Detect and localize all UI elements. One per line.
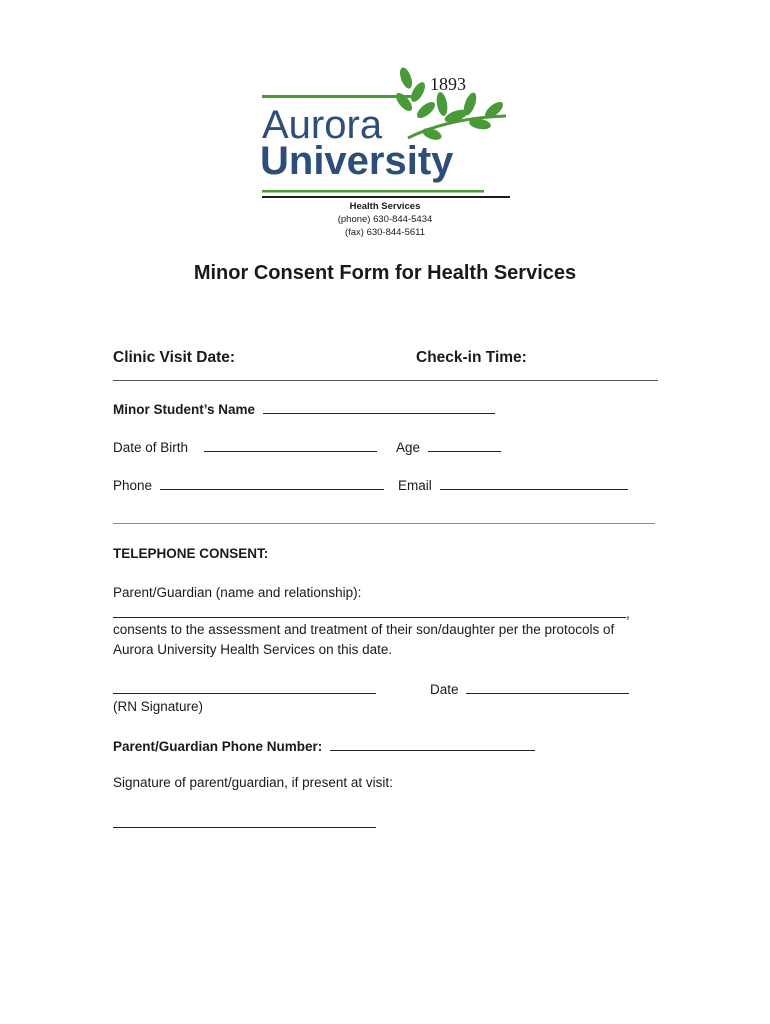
logo-top-line: [262, 95, 418, 98]
age-row: [396, 438, 501, 455]
form-title: Minor Consent Form for Health Services: [193, 262, 577, 284]
rn-signature-row: [113, 680, 376, 697]
guardian-label: Parent/Guardian (name and relationship):: [113, 585, 362, 600]
student-phone-label: Phone: [113, 478, 153, 493]
student-email-label: Email: [398, 478, 432, 493]
student-name-field[interactable]: [263, 400, 495, 414]
logo-bottom-green-line: [262, 190, 484, 193]
logo-wordmark-university: University: [260, 139, 454, 183]
guardian-phone-label: Parent/Guardian Phone Number:: [113, 739, 323, 754]
student-name-row: [113, 400, 495, 417]
trailing-comma: ,: [626, 606, 630, 621]
telephone-consent-heading: TELEPHONE CONSENT:: [113, 546, 269, 561]
student-email-field[interactable]: [440, 476, 628, 490]
rn-signature-label: (RN Signature): [113, 699, 204, 714]
guardian-signature-field[interactable]: [113, 814, 376, 828]
consent-date-label: Date: [430, 682, 459, 697]
email-row: [398, 476, 628, 493]
guardian-name-row: [113, 604, 630, 621]
logo-year: 1893: [430, 74, 466, 94]
consent-text-line-2: Aurora University Health Services on this date.: [113, 642, 393, 657]
guardian-name-field[interactable]: [113, 604, 626, 618]
guardian-phone-field[interactable]: [330, 737, 535, 751]
checkin-time-label: Check-in Time:: [416, 349, 527, 366]
guardian-phone-row: [113, 737, 535, 754]
logo-wordmark-aurora: Aurora: [262, 103, 383, 147]
consent-date-field[interactable]: [466, 680, 629, 694]
section-divider: [113, 380, 658, 381]
guardian-signature-row: [113, 814, 376, 831]
consent-text-line-1: consents to the assessment and treatment of their son/daughter per the protocols of: [113, 622, 615, 637]
section-divider-2: [113, 523, 655, 524]
age-label: Age: [396, 440, 421, 455]
department-name: Health Services: [349, 201, 421, 212]
consent-date-row: [430, 680, 629, 697]
age-field[interactable]: [428, 438, 501, 452]
student-name-label: Minor Student’s Name: [113, 402, 256, 417]
phone-row: [113, 476, 384, 493]
phone-number: (phone) 630-844-5434: [337, 214, 433, 225]
dob-row: [113, 438, 377, 455]
student-phone-field[interactable]: [160, 476, 384, 490]
dob-field[interactable]: [204, 438, 377, 452]
aurora-university-logo: [258, 66, 514, 202]
rn-signature-field[interactable]: [113, 680, 376, 694]
fax-number: (fax) 630-844-5611: [344, 227, 426, 238]
logo-bottom-black-line: [262, 196, 510, 198]
guardian-signature-label: Signature of parent/guardian, if present at visit:: [113, 775, 393, 790]
dob-label: Date of Birth: [113, 440, 189, 455]
clinic-visit-date-label: Clinic Visit Date:: [113, 349, 236, 366]
